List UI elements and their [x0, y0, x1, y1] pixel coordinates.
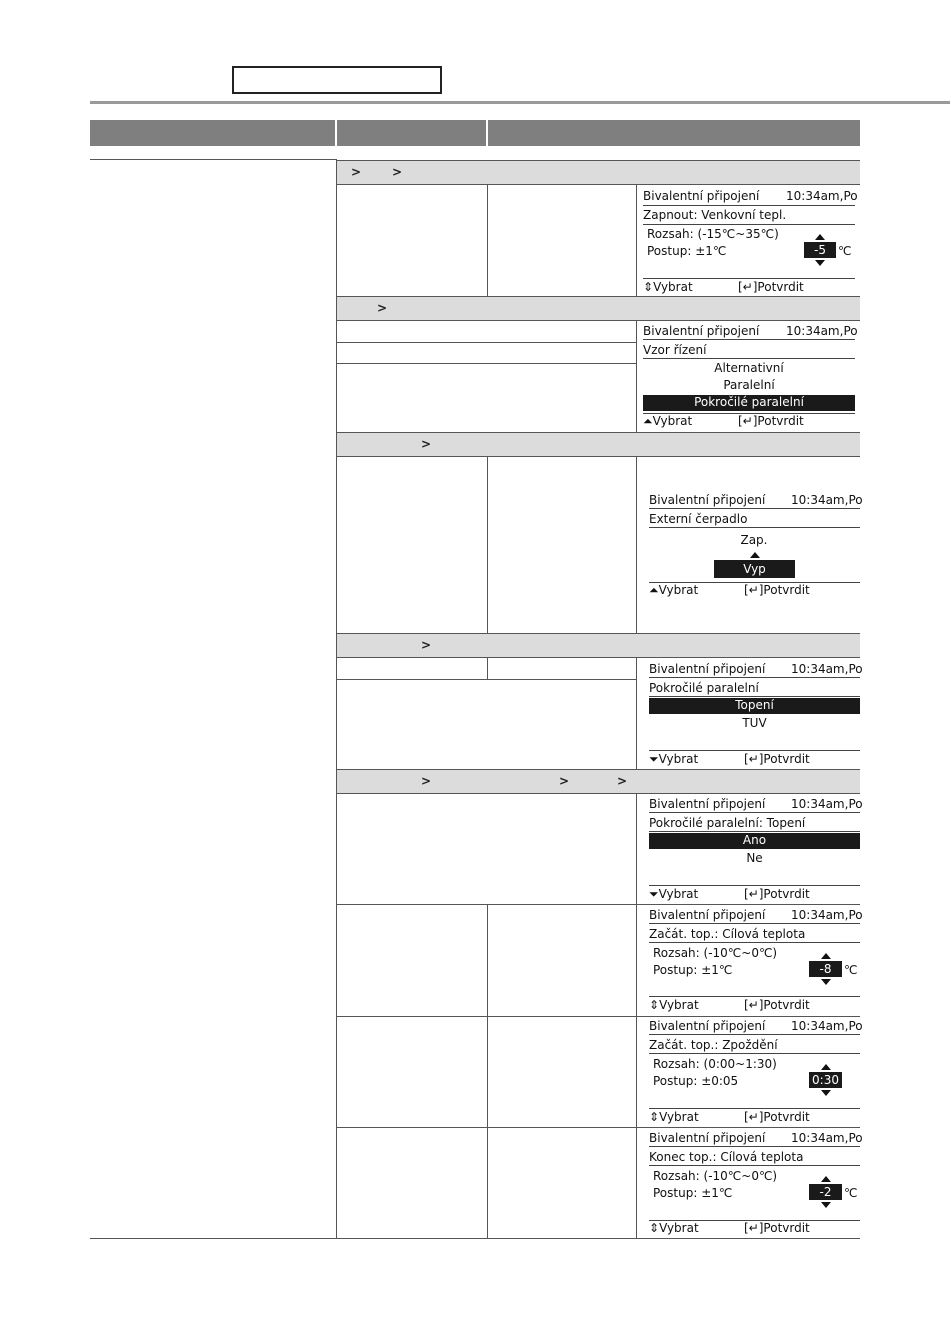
- lcd-screen-heating-end-target: [649, 1131, 863, 1237]
- screen-time: 10:34am,Po: [791, 908, 863, 922]
- screen-title: Bivalentní připojení: [649, 797, 766, 811]
- section-band: [337, 633, 860, 658]
- arrow-up-icon: [821, 1176, 831, 1182]
- arrow-up-icon: [815, 234, 825, 240]
- screen-title: Bivalentní připojení: [649, 493, 766, 507]
- selected-option: Ano: [649, 833, 860, 849]
- screen-time: 10:34am,Po: [791, 493, 863, 507]
- footer-select: ⇕Vybrat: [649, 1110, 699, 1124]
- arrow-up-icon: [821, 1064, 831, 1070]
- section-band: [337, 296, 860, 321]
- header-box: [232, 66, 442, 94]
- selected-option: Pokročilé paralelní: [643, 395, 855, 411]
- step-label: Postup: ±1℃: [653, 1186, 733, 1200]
- unit-label: ℃: [838, 244, 852, 258]
- screen-title: Bivalentní připojení: [649, 1131, 766, 1145]
- lcd-screen-heating-start-target: [649, 908, 863, 1014]
- footer-select: ⇕Vybrat: [649, 998, 699, 1012]
- unit-label: ℃: [844, 1186, 858, 1200]
- screen-title: Bivalentní připojení: [643, 324, 760, 338]
- arrow-down-icon: [821, 1202, 831, 1208]
- chevron-right-icon: >: [421, 638, 432, 652]
- footer-confirm: [↵]Potvrdit: [744, 998, 810, 1012]
- arrow-up-icon: [750, 552, 760, 558]
- footer-select: ⏶Vybrat: [649, 583, 699, 597]
- header-rule: [90, 101, 950, 104]
- option-item: Zap.: [740, 533, 768, 547]
- chevron-right-icon: >: [392, 165, 403, 179]
- lcd-screen-external-pump: [649, 493, 863, 599]
- value-box: 0:30: [809, 1072, 842, 1088]
- screen-subtitle: Pokročilé paralelní: [649, 681, 759, 695]
- option-item: TUV: [742, 716, 767, 730]
- footer-select: ⇕Vybrat: [649, 1221, 699, 1235]
- table-bottom-rule: [90, 1238, 860, 1239]
- footer-confirm: [↵]Potvrdit: [738, 280, 804, 294]
- screen-time: 10:34am,Po: [791, 797, 863, 811]
- selected-option: Topení: [649, 698, 860, 714]
- footer-select: ⏷Vybrat: [649, 887, 699, 901]
- screen-subtitle: Pokročilé paralelní: Topení: [649, 816, 806, 830]
- footer-confirm: [↵]Potvrdit: [744, 1110, 810, 1124]
- chevron-right-icon: >: [377, 301, 388, 315]
- footer-confirm: [↵]Potvrdit: [738, 414, 804, 428]
- screen-title: Bivalentní připojení: [649, 908, 766, 922]
- screen-time: 10:34am,Po: [791, 662, 863, 676]
- arrow-up-icon: [821, 953, 831, 959]
- screen-subtitle: Externí čerpadlo: [649, 512, 748, 526]
- screen-subtitle: Zapnout: Venkovní tepl.: [643, 208, 787, 222]
- option-item: Ne: [746, 851, 763, 865]
- lcd-screen-advanced-parallel: [649, 662, 863, 768]
- lcd-screen-heating-start-delay: [649, 1019, 863, 1125]
- section-band: [337, 160, 860, 185]
- value-box: -5: [804, 242, 836, 258]
- arrow-down-icon: [821, 979, 831, 985]
- screen-title: Bivalentní připojení: [643, 189, 760, 203]
- table-header: [90, 120, 860, 146]
- screen-subtitle: Vzor řízení: [643, 343, 707, 357]
- step-label: Postup: ±1℃: [653, 963, 733, 977]
- chevron-right-icon: >: [559, 774, 570, 788]
- footer-confirm: [↵]Potvrdit: [744, 752, 810, 766]
- value-box: -8: [809, 961, 842, 977]
- range-label: Rozsah: (0:00~1:30): [653, 1057, 777, 1071]
- option-item: Paralelní: [723, 378, 775, 392]
- lcd-screen-advanced-parallel-heating: [649, 797, 863, 903]
- screen-title: Bivalentní připojení: [649, 1019, 766, 1033]
- screen-subtitle: Začát. top.: Cílová teplota: [649, 927, 806, 941]
- screen-subtitle: Konec top.: Cílová teplota: [649, 1150, 804, 1164]
- screen-time: 10:34am,Po: [786, 189, 858, 203]
- arrow-down-icon: [815, 260, 825, 266]
- footer-confirm: [↵]Potvrdit: [744, 1221, 810, 1235]
- range-label: Rozsah: (-10℃~0℃): [653, 946, 778, 960]
- screen-time: 10:34am,Po: [791, 1131, 863, 1145]
- section-band: [337, 432, 860, 457]
- chevron-right-icon: >: [351, 165, 362, 179]
- screen-title: Bivalentní připojení: [649, 662, 766, 676]
- screen-subtitle: Začát. top.: Zpoždění: [649, 1038, 778, 1052]
- chevron-right-icon: >: [617, 774, 628, 788]
- step-label: Postup: ±1℃: [647, 244, 727, 258]
- section-band: [337, 769, 860, 794]
- step-label: Postup: ±0:05: [653, 1074, 739, 1088]
- lcd-screen-control-pattern: [643, 324, 858, 430]
- range-label: Rozsah: (-10℃~0℃): [653, 1169, 778, 1183]
- selected-option: Vyp: [714, 560, 795, 578]
- chevron-right-icon: >: [421, 774, 432, 788]
- footer-confirm: [↵]Potvrdit: [744, 887, 810, 901]
- screen-time: 10:34am,Po: [786, 324, 858, 338]
- value-box: -2: [809, 1184, 842, 1200]
- chevron-right-icon: >: [421, 437, 432, 451]
- footer-confirm: [↵]Potvrdit: [744, 583, 810, 597]
- range-label: Rozsah: (-15℃~35℃): [647, 227, 779, 241]
- unit-label: ℃: [844, 963, 858, 977]
- footer-select: ⏶Vybrat: [643, 414, 693, 428]
- footer-select: ⏷Vybrat: [649, 752, 699, 766]
- lcd-screen-outdoor-temp: [643, 189, 858, 295]
- screen-time: 10:34am,Po: [791, 1019, 863, 1033]
- option-item: Alternativní: [714, 361, 784, 375]
- arrow-down-icon: [821, 1090, 831, 1096]
- row-divider: [90, 159, 336, 160]
- footer-select: ⇕Vybrat: [643, 280, 693, 294]
